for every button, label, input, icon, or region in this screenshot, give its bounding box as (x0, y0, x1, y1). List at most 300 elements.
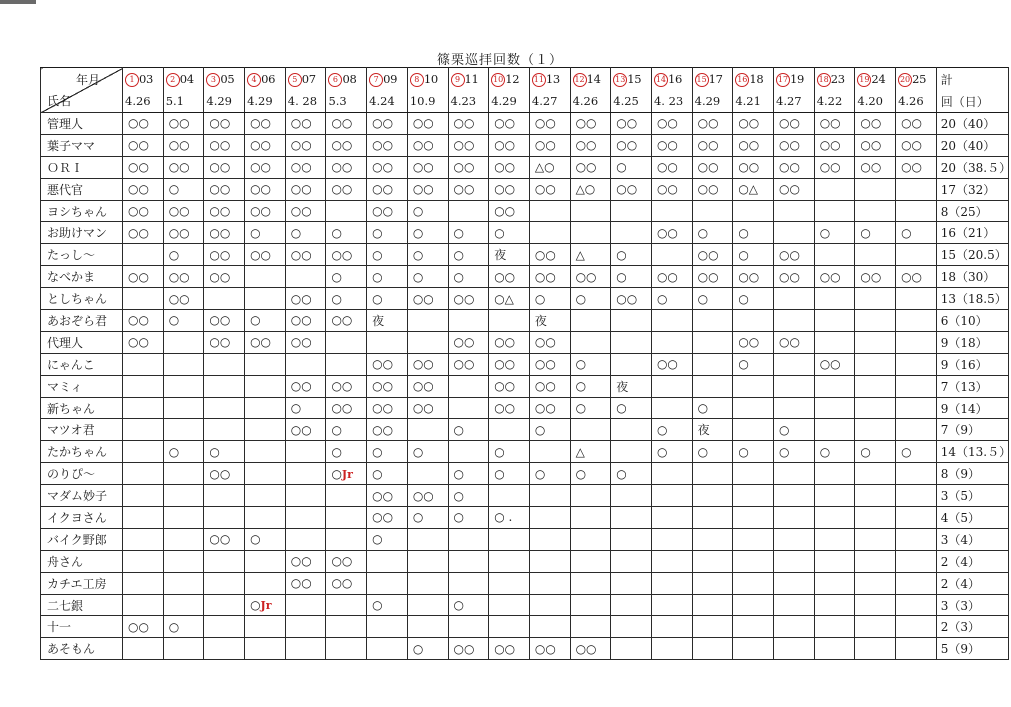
table-row (41, 507, 1009, 529)
attendance-mark (489, 528, 530, 550)
attendance-mark (692, 310, 733, 332)
attendance-mark: ○ (570, 375, 611, 397)
attendance-mark (489, 550, 530, 572)
table-row (41, 397, 1009, 419)
participant-total: 18（30） (936, 266, 1008, 288)
attendance-mark (814, 397, 855, 419)
attendance-mark: ○ (489, 222, 530, 244)
attendance-mark (245, 638, 286, 660)
attendance-mark: ○○ (489, 113, 530, 135)
attendance-mark: ○○ (285, 113, 326, 135)
event-header-19 (855, 68, 896, 91)
event-code: 17 (708, 71, 723, 86)
table-row (41, 528, 1009, 550)
attendance-mark: ○○ (123, 266, 164, 288)
attendance-mark (163, 528, 204, 550)
event-header-17 (774, 68, 815, 91)
attendance-mark (407, 616, 448, 638)
participant-total: 20（40） (936, 113, 1008, 135)
attendance-mark (814, 616, 855, 638)
attendance-mark: ○ (611, 463, 652, 485)
attendance-mark (123, 463, 164, 485)
attendance-mark (611, 331, 652, 353)
attendance-mark (285, 594, 326, 616)
attendance-mark (326, 594, 367, 616)
attendance-mark: ○○ (855, 134, 896, 156)
attendance-mark: ○○ (285, 156, 326, 178)
attendance-mark (245, 353, 286, 375)
attendance-mark: ○○ (163, 288, 204, 310)
attendance-mark (123, 244, 164, 266)
attendance-mark: ○○ (529, 353, 570, 375)
total-subheader: 回（日） (936, 90, 1008, 113)
attendance-mark: ○○ (489, 397, 530, 419)
attendance-mark (855, 288, 896, 310)
attendance-mark: ○○ (529, 638, 570, 660)
attendance-mark (204, 572, 245, 594)
attendance-mark: ○○ (814, 156, 855, 178)
attendance-mark: ○ (367, 528, 408, 550)
event-number-badge: 14 (654, 73, 668, 87)
attendance-mark (326, 200, 367, 222)
attendance-mark (774, 507, 815, 529)
attendance-mark: ○○ (814, 113, 855, 135)
attendance-mark: ○○ (774, 178, 815, 200)
attendance-mark: ○○ (285, 200, 326, 222)
attendance-mark: ○ (733, 353, 774, 375)
attendance-mark (204, 638, 245, 660)
attendance-mark: ○ (448, 485, 489, 507)
attendance-mark (204, 397, 245, 419)
table-row (41, 178, 1009, 200)
attendance-mark: ○○ (163, 156, 204, 178)
attendance-mark: ○○ (285, 288, 326, 310)
participant-name: マツオ君 (41, 419, 123, 441)
attendance-mark: ○○ (123, 134, 164, 156)
attendance-mark (611, 528, 652, 550)
participant-total: 4（5） (936, 507, 1008, 529)
attendance-mark (367, 550, 408, 572)
event-header-2 (163, 68, 204, 91)
attendance-mark (448, 310, 489, 332)
attendance-mark (570, 572, 611, 594)
participant-name: ＯＲＩ (41, 156, 123, 178)
attendance-mark (245, 419, 286, 441)
attendance-mark (896, 419, 937, 441)
attendance-mark (163, 353, 204, 375)
attendance-mark (733, 375, 774, 397)
table-row (41, 331, 1009, 353)
attendance-mark: ○ (529, 288, 570, 310)
event-number-badge: 1 (125, 73, 139, 87)
attendance-mark (692, 616, 733, 638)
attendance-mark (651, 200, 692, 222)
attendance-mark: ○○ (692, 178, 733, 200)
attendance-mark: ○ (774, 419, 815, 441)
attendance-mark (204, 485, 245, 507)
participant-name: たかちゃん (41, 441, 123, 463)
attendance-mark: ○○ (774, 266, 815, 288)
attendance-mark: ○○ (285, 375, 326, 397)
attendance-mark (733, 507, 774, 529)
attendance-mark (163, 550, 204, 572)
attendance-mark: ○○ (774, 331, 815, 353)
table-row (41, 244, 1009, 266)
attendance-mark (489, 616, 530, 638)
attendance-mark (733, 463, 774, 485)
attendance-mark: ○○ (285, 134, 326, 156)
attendance-mark (611, 419, 652, 441)
attendance-mark: ○○ (570, 113, 611, 135)
attendance-mark: ○○ (326, 550, 367, 572)
attendance-mark (733, 616, 774, 638)
participant-name: ヨシちゃん (41, 200, 123, 222)
attendance-mark (733, 310, 774, 332)
attendance-mark: ○ (611, 397, 652, 419)
event-header-13 (611, 68, 652, 91)
participant-total: 14（13.５） (936, 441, 1008, 463)
table-row (41, 463, 1009, 485)
attendance-mark: ○○ (896, 266, 937, 288)
attendance-mark: ○ (245, 310, 286, 332)
participant-name: カチエ工房 (41, 572, 123, 594)
attendance-mark (733, 572, 774, 594)
attendance-mark (407, 419, 448, 441)
attendance-mark: ○ (367, 594, 408, 616)
attendance-mark: 夜 (692, 419, 733, 441)
attendance-mark (692, 638, 733, 660)
attendance-mark: ○○ (326, 178, 367, 200)
attendance-mark: ○○ (448, 288, 489, 310)
attendance-mark: ○○ (285, 419, 326, 441)
attendance-mark (570, 507, 611, 529)
attendance-mark: ○○ (367, 507, 408, 529)
attendance-mark: ○○ (407, 288, 448, 310)
attendance-mark (651, 550, 692, 572)
event-date-2: 5.1 (163, 90, 204, 113)
attendance-mark (123, 419, 164, 441)
event-code: 07 (301, 71, 316, 86)
event-header-10 (489, 68, 530, 91)
attendance-mark: ○○ (529, 178, 570, 200)
attendance-mark (855, 353, 896, 375)
attendance-mark (285, 266, 326, 288)
attendance-mark (326, 638, 367, 660)
attendance-mark (123, 353, 164, 375)
attendance-mark (774, 638, 815, 660)
attendance-mark (123, 288, 164, 310)
attendance-mark (204, 419, 245, 441)
attendance-mark: ○○ (814, 353, 855, 375)
event-code: 18 (749, 71, 764, 86)
attendance-mark: ○○ (245, 134, 286, 156)
attendance-mark (774, 200, 815, 222)
attendance-mark (814, 507, 855, 529)
attendance-mark (611, 310, 652, 332)
attendance-mark: ○○ (204, 134, 245, 156)
attendance-mark: ○ (407, 266, 448, 288)
attendance-mark: ○○ (245, 331, 286, 353)
attendance-mark (367, 572, 408, 594)
attendance-mark (855, 463, 896, 485)
attendance-mark (814, 375, 855, 397)
attendance-mark (529, 594, 570, 616)
attendance-mark (123, 507, 164, 529)
attendance-mark (204, 375, 245, 397)
attendance-mark: ○○ (733, 113, 774, 135)
attendance-mark: ○ (407, 222, 448, 244)
attendance-mark: ○○ (489, 156, 530, 178)
attendance-mark (814, 288, 855, 310)
event-header-14 (651, 68, 692, 91)
attendance-mark (326, 331, 367, 353)
event-date-17: 4.27 (774, 90, 815, 113)
event-number-badge: 8 (410, 73, 424, 87)
attendance-mark (774, 353, 815, 375)
attendance-mark (163, 397, 204, 419)
attendance-mark (448, 375, 489, 397)
attendance-mark: ○○ (204, 528, 245, 550)
event-header-15 (692, 68, 733, 91)
attendance-mark (855, 331, 896, 353)
attendance-mark (611, 550, 652, 572)
attendance-mark: ○○ (529, 244, 570, 266)
attendance-mark: ○○ (204, 178, 245, 200)
attendance-mark: ○○ (326, 572, 367, 594)
attendance-mark (814, 463, 855, 485)
attendance-mark: ○ (611, 266, 652, 288)
attendance-mark: ○ (814, 222, 855, 244)
attendance-mark (245, 463, 286, 485)
attendance-mark (651, 397, 692, 419)
attendance-mark (896, 200, 937, 222)
attendance-mark: ○○ (245, 244, 286, 266)
attendance-mark (855, 200, 896, 222)
participant-total: 8（25） (936, 200, 1008, 222)
event-code: 15 (627, 71, 642, 86)
attendance-mark (896, 528, 937, 550)
attendance-mark (611, 200, 652, 222)
attendance-mark (611, 507, 652, 529)
event-code: 25 (912, 71, 927, 86)
participant-name: なべかま (41, 266, 123, 288)
attendance-mark: ○○ (204, 113, 245, 135)
event-number-badge: 16 (735, 73, 749, 87)
attendance-mark: ○ (163, 310, 204, 332)
attendance-mark: ○○ (489, 375, 530, 397)
attendance-mark: ○○ (326, 397, 367, 419)
attendance-mark (692, 572, 733, 594)
attendance-mark: ○○ (489, 134, 530, 156)
attendance-mark (855, 419, 896, 441)
attendance-mark: △ (570, 441, 611, 463)
attendance-mark: ○○ (814, 266, 855, 288)
attendance-mark (896, 572, 937, 594)
attendance-mark (123, 397, 164, 419)
attendance-mark (448, 550, 489, 572)
attendance-mark: 夜 (529, 310, 570, 332)
attendance-mark (245, 441, 286, 463)
junior-marker: Jr (260, 599, 272, 613)
table-row (41, 156, 1009, 178)
attendance-mark: ○ (367, 266, 408, 288)
attendance-mark (611, 353, 652, 375)
event-date-16: 4.21 (733, 90, 774, 113)
attendance-table (40, 67, 1009, 660)
participant-total: 20（38.５） (936, 156, 1008, 178)
attendance-mark: ○○ (529, 113, 570, 135)
attendance-mark: ○○ (123, 331, 164, 353)
attendance-mark (733, 594, 774, 616)
attendance-mark (570, 310, 611, 332)
table-row (41, 572, 1009, 594)
event-header-16 (733, 68, 774, 91)
attendance-mark: ○ (285, 397, 326, 419)
attendance-mark (407, 463, 448, 485)
attendance-mark: ○○ (489, 200, 530, 222)
attendance-mark (407, 572, 448, 594)
attendance-mark (651, 528, 692, 550)
attendance-mark: ○○ (855, 113, 896, 135)
attendance-mark: ○ (733, 441, 774, 463)
event-code: 09 (383, 71, 398, 86)
attendance-mark: ○○ (204, 156, 245, 178)
attendance-mark: ○ (896, 222, 937, 244)
attendance-mark: ○ (651, 419, 692, 441)
table-row (41, 222, 1009, 244)
attendance-mark: ○○ (204, 463, 245, 485)
attendance-mark (896, 375, 937, 397)
attendance-mark: ○○ (611, 134, 652, 156)
attendance-mark: ○○ (692, 244, 733, 266)
attendance-mark (611, 594, 652, 616)
attendance-mark (774, 463, 815, 485)
attendance-mark (326, 528, 367, 550)
attendance-mark (489, 419, 530, 441)
attendance-mark (245, 266, 286, 288)
attendance-mark (692, 507, 733, 529)
attendance-mark: ○○ (123, 113, 164, 135)
attendance-mark (163, 638, 204, 660)
attendance-mark: ○○ (570, 134, 611, 156)
attendance-mark (489, 572, 530, 594)
attendance-mark: ○○ (285, 310, 326, 332)
attendance-mark: ○○ (163, 113, 204, 135)
attendance-mark: ○○ (204, 244, 245, 266)
attendance-mark: ○○ (204, 200, 245, 222)
attendance-mark (814, 419, 855, 441)
attendance-mark: ○○ (326, 375, 367, 397)
attendance-mark: ○○ (896, 134, 937, 156)
attendance-mark (651, 310, 692, 332)
attendance-mark: ○○ (489, 178, 530, 200)
attendance-mark (611, 222, 652, 244)
attendance-mark (814, 178, 855, 200)
event-header-18 (814, 68, 855, 91)
attendance-mark: ○○ (407, 134, 448, 156)
attendance-mark: ○○ (367, 134, 408, 156)
attendance-mark (367, 616, 408, 638)
attendance-mark: △○ (570, 178, 611, 200)
attendance-mark (651, 507, 692, 529)
attendance-mark (733, 485, 774, 507)
attendance-mark: ○○ (733, 331, 774, 353)
attendance-mark: ○ (692, 441, 733, 463)
event-code: 04 (179, 71, 194, 86)
event-code: 16 (667, 71, 682, 86)
attendance-mark: ○○ (285, 550, 326, 572)
attendance-mark: ○ (407, 638, 448, 660)
attendance-mark (529, 507, 570, 529)
participant-total: 2（4） (936, 572, 1008, 594)
attendance-mark (245, 507, 286, 529)
attendance-mark: ○○ (407, 113, 448, 135)
attendance-mark (896, 331, 937, 353)
attendance-mark (814, 528, 855, 550)
event-number-badge: 12 (573, 73, 587, 87)
table-row (41, 200, 1009, 222)
attendance-mark (163, 485, 204, 507)
total-header: 計 (936, 68, 1008, 91)
attendance-mark: ○○ (204, 222, 245, 244)
event-number-badge: 13 (613, 73, 627, 87)
attendance-mark (245, 616, 286, 638)
attendance-mark (245, 288, 286, 310)
attendance-mark (611, 485, 652, 507)
attendance-mark: ○○ (367, 200, 408, 222)
table-row (41, 353, 1009, 375)
event-code: 13 (545, 71, 560, 86)
attendance-mark (611, 441, 652, 463)
attendance-mark (896, 550, 937, 572)
attendance-mark (814, 244, 855, 266)
attendance-mark (529, 528, 570, 550)
attendance-mark (855, 485, 896, 507)
event-date-1: 4.26 (123, 90, 164, 113)
participant-name: マミィ (41, 375, 123, 397)
attendance-mark: ○ (407, 507, 448, 529)
attendance-mark (529, 572, 570, 594)
attendance-mark: ○○ (285, 331, 326, 353)
event-date-12: 4.26 (570, 90, 611, 113)
page-title: 篠栗巡拝回数（１） (436, 53, 563, 68)
event-header-7 (367, 68, 408, 91)
attendance-mark (692, 550, 733, 572)
attendance-mark (774, 594, 815, 616)
event-date-9: 4.23 (448, 90, 489, 113)
attendance-mark: ○○ (163, 266, 204, 288)
attendance-mark: ○ (367, 222, 408, 244)
attendance-mark (651, 485, 692, 507)
attendance-mark: ○○ (285, 244, 326, 266)
event-code: 14 (586, 71, 601, 86)
participant-total: 17（32） (936, 178, 1008, 200)
participant-total: 9（18） (936, 331, 1008, 353)
attendance-mark (733, 528, 774, 550)
attendance-mark (692, 594, 733, 616)
attendance-mark (204, 507, 245, 529)
attendance-mark: ○○ (245, 200, 286, 222)
attendance-mark (570, 485, 611, 507)
event-number-badge: 5 (288, 73, 302, 87)
table-row (41, 113, 1009, 135)
attendance-mark (163, 419, 204, 441)
attendance-mark: ○○ (733, 134, 774, 156)
attendance-mark: ○○ (367, 156, 408, 178)
attendance-mark (204, 288, 245, 310)
event-number-badge: 17 (776, 73, 790, 87)
attendance-mark: ○○ (123, 200, 164, 222)
